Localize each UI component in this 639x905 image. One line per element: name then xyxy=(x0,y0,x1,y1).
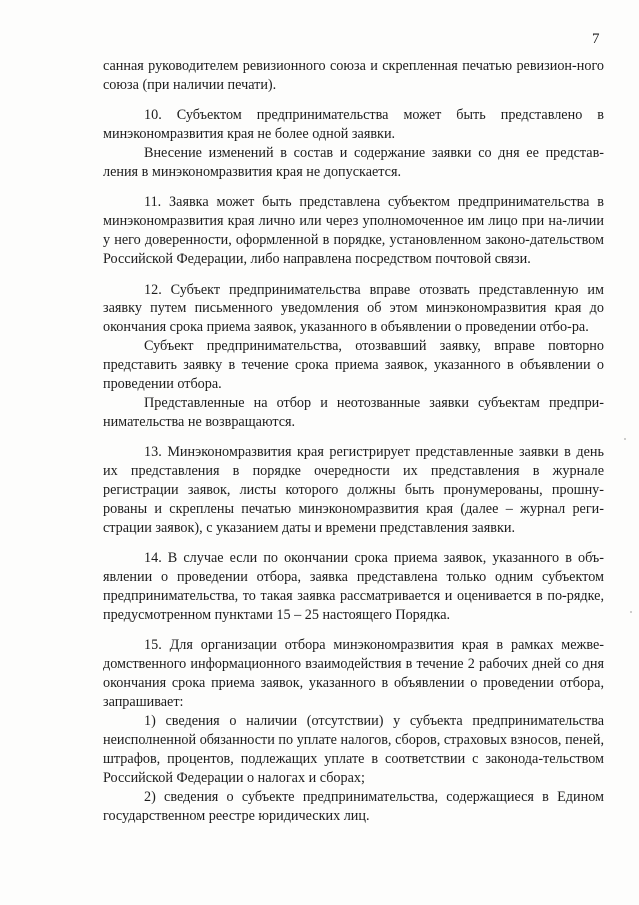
paragraph-item-12: 12. Субъект предпринимательства вправе отозвать представленную им заявку путем письменного уведомления об этом минэкономразвития края до окончания срока приема заявок, указанного в объявлении о проведении отбо-ра. xyxy=(103,281,604,336)
paragraph-item-12-resubmit: Субъект предпринимательства, отозвавший заявку, вправе повторно представить заявку в течение срока приема заявок, указанного в объявлении о проведении отбора. xyxy=(103,338,604,393)
scan-artifact xyxy=(630,611,632,613)
paragraph-item-11: 11. Заявка может быть представлена субъектом предпринимательства в минэкономразвития края лично или через уполномоченное им лицо при на-личии у него доверенности, оформленной в порядке, установленном законо-дательством Российской Федерации, либо направлена посредством почтовой связи. xyxy=(103,194,604,268)
document-body xyxy=(103,57,604,826)
paragraph-continuation: санная руководителем ревизионного союза и скрепленная печатью ревизион-ного союза (при наличии печати). xyxy=(103,58,604,93)
paragraph-item-15-sub-2: 2) сведения о субъекте предпринимательства, содержащиеся в Едином государственном реестре юридических лиц. xyxy=(103,788,604,824)
paragraph-item-15-sub-1: 1) сведения о наличии (отсутствии) у субъекта предпринимательства неисполненной обязанности по уплате налогов, сборов, страховых взносов, пеней, штрафов, процентов, подлежащих уплате в соответствии с законода-тельством Российской Федерации о налогах и сборах; xyxy=(103,713,604,786)
paragraph-item-15: 15. Для организации отбора минэкономразвития края в рамках межве-домственного информационного взаимодействия в течение 2 рабочих дней со дня окончания срока приема заявок, указанного в объявлении о проведении отбора, запрашивает: xyxy=(103,637,604,711)
scan-artifact xyxy=(624,438,626,440)
paragraph-item-10: 10. Субъектом предпринимательства может быть представлено в минэкономразвития края не более одной заявки. xyxy=(103,107,604,143)
paragraph-item-14: 14. В случае если по окончании срока приема заявок, указанного в объ-явлении о проведении отбора, заявка представлена только одним субъектом предпринимательства, то такая заявка рассматривается и оценивается в по-рядке, предусмотренном пунктами 15 – 25 настоящего Порядка. xyxy=(103,550,604,624)
paragraph-item-10-note: Внесение изменений в состав и содержание заявки со дня ее представ-ления в минэкономразвития края не допускается. xyxy=(103,145,604,181)
page-number: 7 xyxy=(592,31,600,47)
paragraph-item-13: 13. Минэкономразвития края регистрирует представленные заявки в день их представления в порядке очередности их представления в журнале регистрации заявок, листы которого должны быть пронумерованы, прошну-рованы и скреплены печатью минэкономразвития края (далее – журнал реги-страции заявок), с указанием даты и времени представления заявки. xyxy=(103,444,604,536)
paragraph-item-12-not-returned: Представленные на отбор и неотозванные заявки субъектам предпри-нимательства не возвращаются. xyxy=(103,395,604,430)
